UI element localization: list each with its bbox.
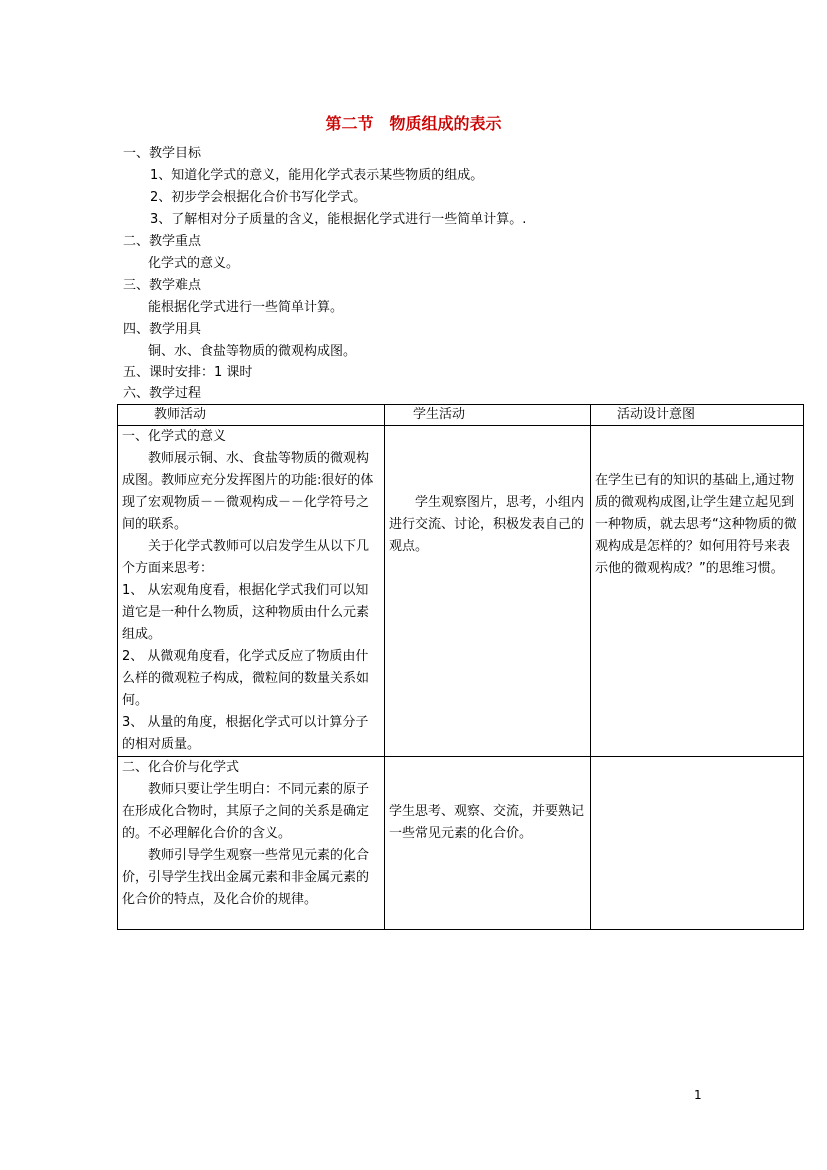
page-number: 1 xyxy=(694,1088,702,1102)
student-paragraph: 学生观察图片，思考，小组内进行交流、讨论，积极发表自己的观点。 xyxy=(389,495,585,554)
header-teacher-activity: 教师活动 xyxy=(118,405,385,426)
student-activity-cell xyxy=(385,426,591,757)
difficulty-line: 能根据化学式进行一些简单计算。 xyxy=(148,300,344,315)
student-activity-cell xyxy=(385,757,591,930)
header-design-intent: 活动设计意图 xyxy=(591,405,804,426)
section-heading-objectives: 一、教学目标 xyxy=(123,146,202,161)
row-heading: 二、化合价与化学式 xyxy=(122,760,240,775)
section-heading-difficulties: 三、教学难点 xyxy=(123,278,202,293)
section-heading-key-points: 二、教学重点 xyxy=(123,234,202,249)
design-intent-cell xyxy=(591,426,804,757)
teacher-paragraph: 1、 从宏观角度看，根据化学式我们可以知道它是一种什么物质，这种物质由什么元素组成。 xyxy=(122,583,370,642)
section-heading-process: 六、教学过程 xyxy=(123,386,202,401)
teacher-paragraph: 关于化学式教师可以启发学生从以下几个方面来思考： xyxy=(122,539,370,576)
teacher-paragraph: 2、 从微观角度看，化学式反应了物质由什么样的微观粒子构成，微粒间的数量关系如何。 xyxy=(122,649,370,708)
objective-line: 1、知道化学式的意义，能用化学式表示某些物质的组成。 xyxy=(150,168,484,183)
materials-line: 铜、水、食盐等物质的微观构成图。 xyxy=(148,344,357,359)
teacher-paragraph: 教师引导学生观察一些常见元素的化合价，引导学生找出金属元素和非金属元素的化合价的特点，及化合价的规律。 xyxy=(122,848,370,907)
header-student-activity: 学生活动 xyxy=(385,405,591,426)
teacher-paragraph: 教师只要让学生明白：不同元素的原子在形成化合物时，其原子之间的关系是确定的。不必理解化合价的含义。 xyxy=(122,782,370,841)
section-heading-schedule: 五、课时安排：1 课时 xyxy=(123,365,253,380)
student-paragraph: 学生思考、观察、交流，并要熟记一些常见元素的化合价。 xyxy=(389,804,585,841)
table-row xyxy=(118,426,804,757)
intent-paragraph: 在学生已有的知识的基础上,通过物质的微观构成图,让学生建立起见到一种物质，就去思考“这种物质的微观构成是怎样的？如何用符号来表示他的微观构成？”的思维习惯。 xyxy=(595,473,797,576)
table-header-row xyxy=(118,405,804,426)
row-heading: 一、化学式的意义 xyxy=(122,429,227,444)
section-heading-materials: 四、教学用具 xyxy=(123,322,202,337)
teacher-paragraph: 教师展示铜、水、食盐等物质的微观构成图。教师应充分发挥图片的功能:很好的体现了宏观物质－－微观构成－－化学符号之间的联系。 xyxy=(122,451,374,532)
teacher-activity-cell xyxy=(118,426,385,757)
key-point-line: 化学式的意义。 xyxy=(148,256,240,271)
design-intent-cell xyxy=(591,757,804,930)
objective-line: 2、初步学会根据化合价书写化学式。 xyxy=(150,190,367,205)
teacher-activity-cell xyxy=(118,757,385,930)
teacher-paragraph: 3、 从量的角度，根据化学式可以计算分子的相对质量。 xyxy=(122,715,369,752)
table-row xyxy=(118,757,804,930)
page-title: 第二节 物质组成的表示 xyxy=(325,114,502,133)
lesson-table xyxy=(117,404,804,930)
objective-line: 3、了解相对分子质量的含义，能根据化学式进行一些简单计算。. xyxy=(150,212,527,227)
